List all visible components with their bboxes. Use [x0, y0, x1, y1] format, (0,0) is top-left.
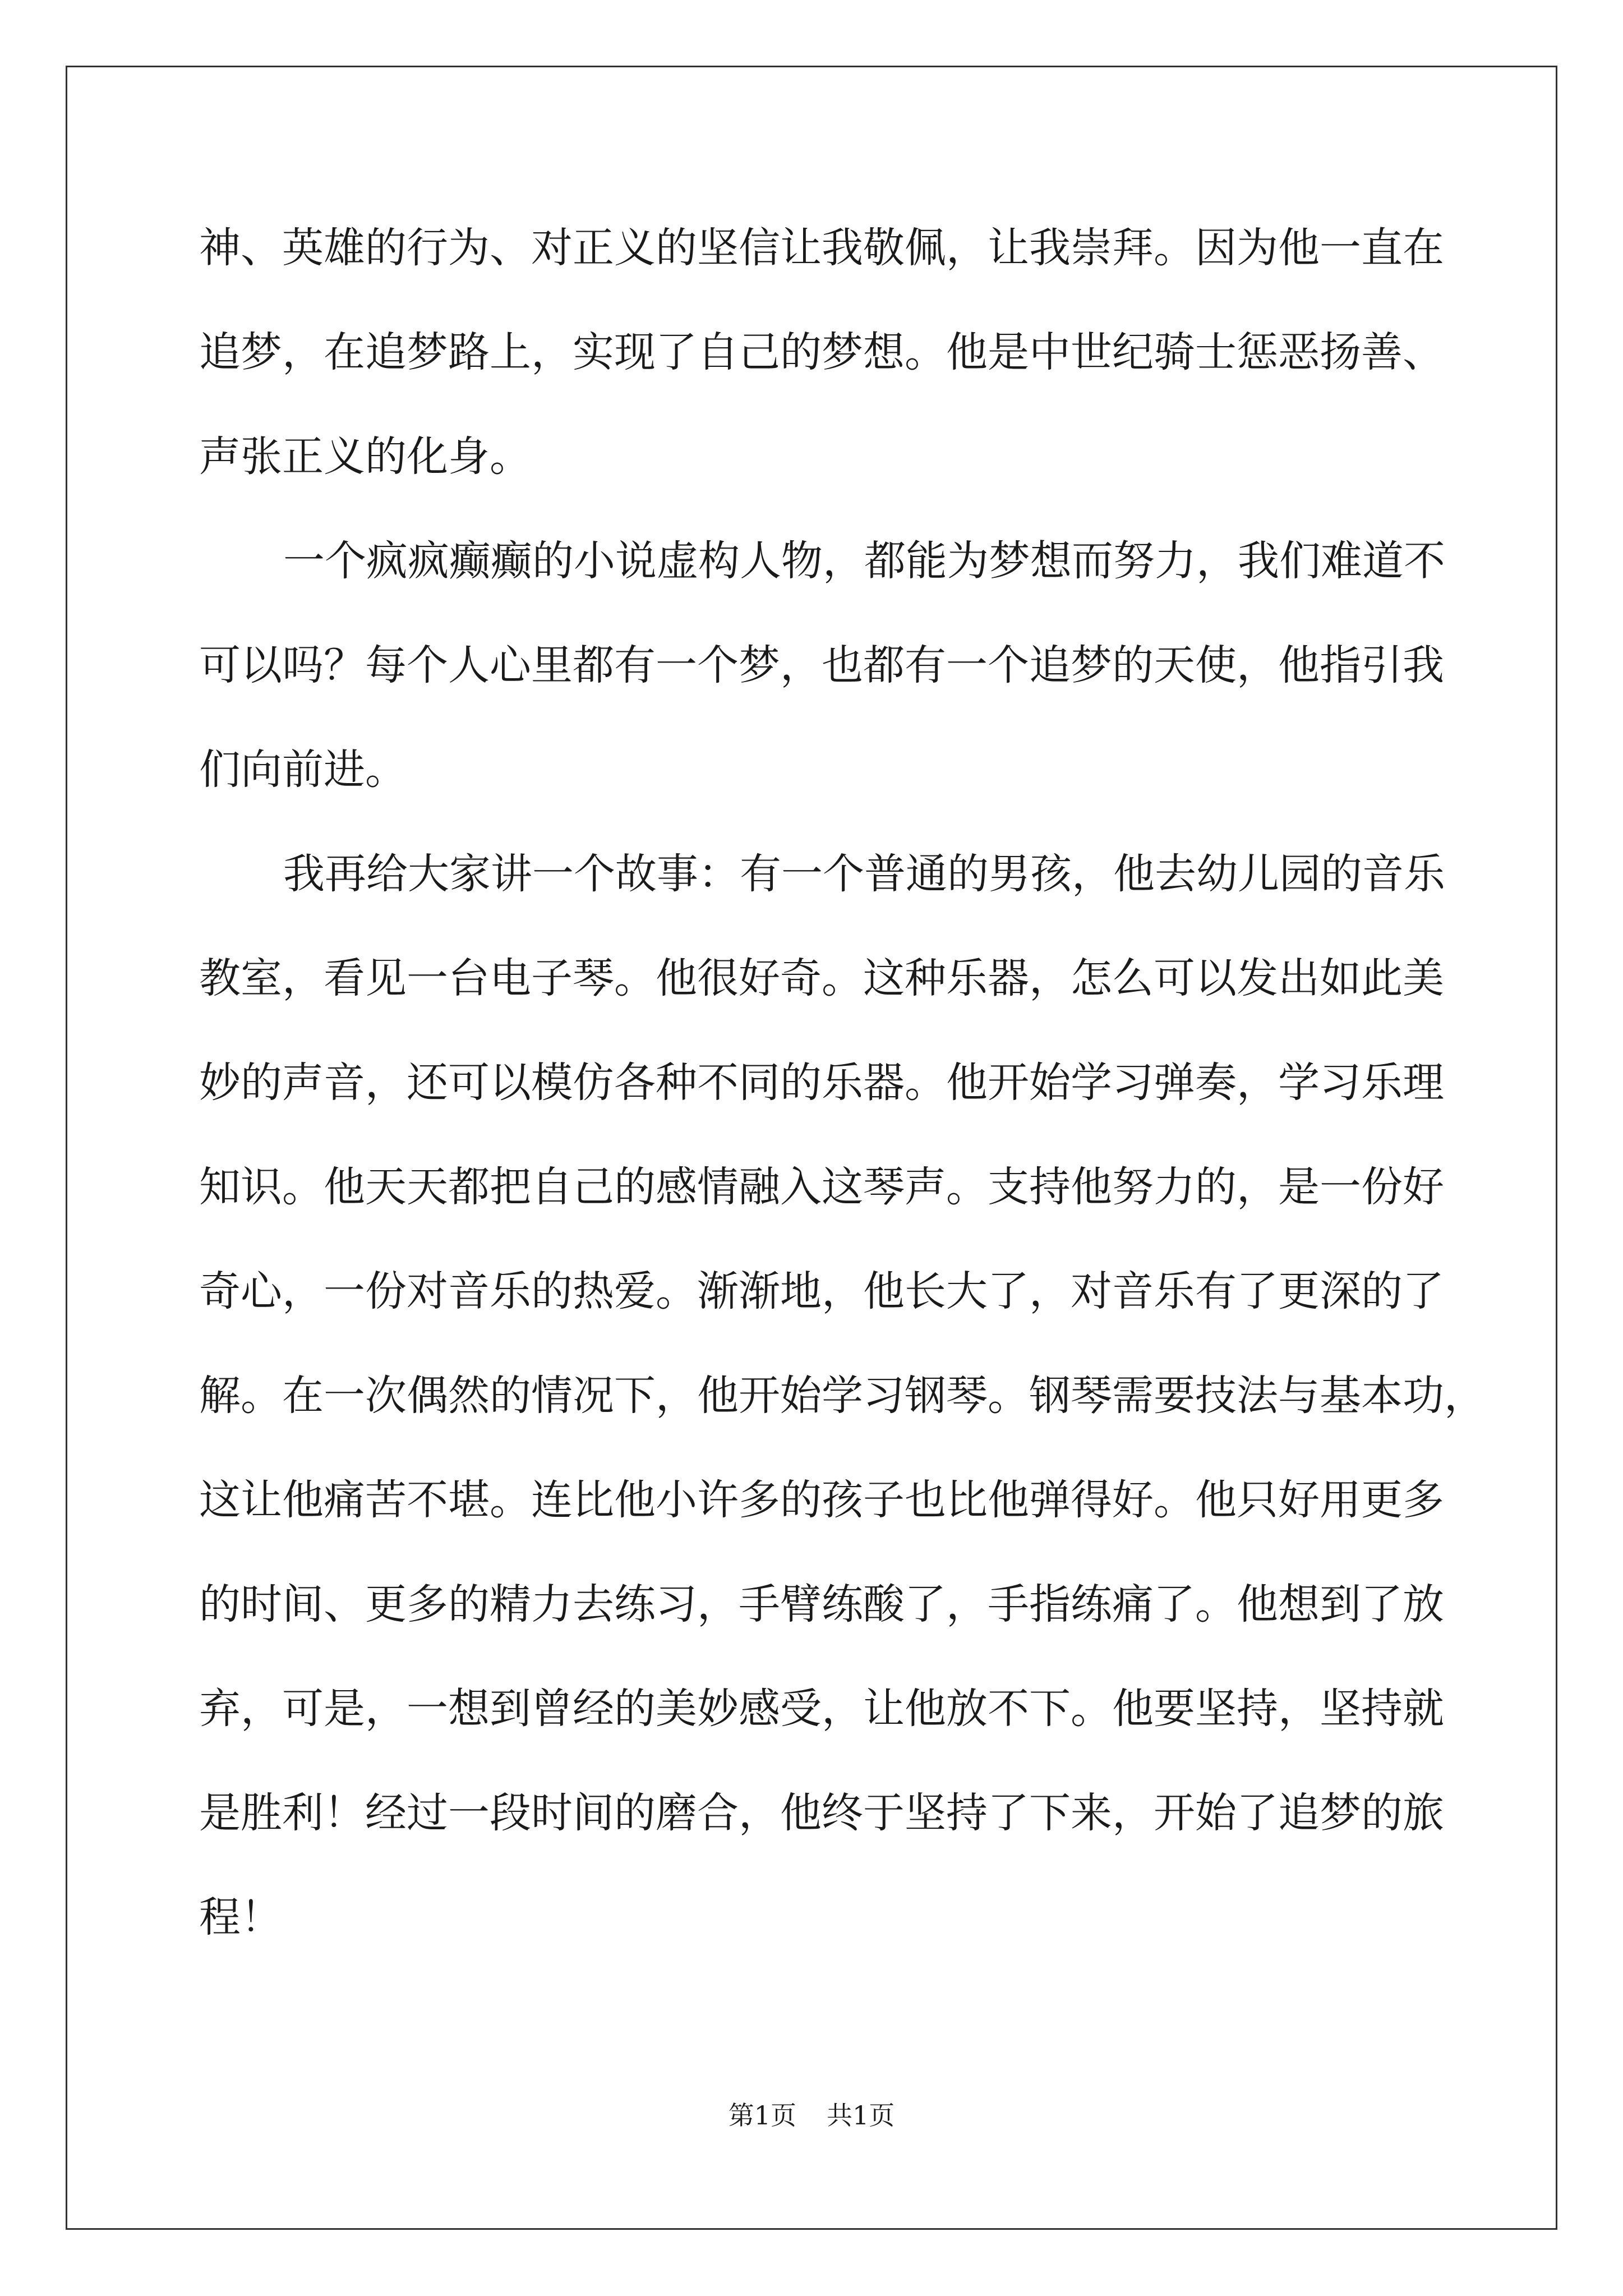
text-line: 弃，可是，一想到曾经的美妙感受，让他放不下。他要坚持，坚持就 [199, 1685, 1444, 1733]
paragraph-first-line: 一个疯疯癫癫的小说虚构人物，都能为梦想而努力，我们难道不 [283, 537, 1445, 585]
text-line: 这让他痛苦不堪。连比他小许多的孩子也比他弹得好。他只好用更多 [199, 1476, 1444, 1524]
paragraph-first-line: 我再给大家讲一个故事：有一个普通的男孩，他去幼儿园的音乐 [283, 850, 1445, 898]
text-line: 们向前进。 [199, 746, 407, 794]
text-line: 知识。他天天都把自己的感情融入这琴声。支持他努力的，是一份好 [199, 1163, 1444, 1211]
text-line: 是胜利！经过一段时间的磨合，他终于坚持了下来，开始了追梦的旅 [199, 1789, 1444, 1837]
page-number-current: 第1页 [728, 2100, 796, 2131]
page-footer [0, 2095, 1623, 2132]
text-line: 声张正义的化身。 [199, 432, 531, 481]
text-line: 的时间、更多的精力去练习，手臂练酸了，手指练痛了。他想到了放 [199, 1580, 1444, 1628]
text-line: 教室，看见一台电子琴。他很好奇。这种乐器，怎么可以发出如此美 [199, 954, 1444, 1002]
text-line: 可以吗？每个人心里都有一个梦，也都有一个追梦的天使，他指引我 [199, 641, 1444, 689]
text-line: 神、英雄的行为、对正义的坚信让我敬佩，让我崇拜。因为他一直在 [199, 224, 1444, 272]
text-line: 妙的声音，还可以模仿各种不同的乐器。他开始学习弹奏，学习乐理 [199, 1059, 1444, 1107]
page-number-total: 共1页 [827, 2100, 895, 2131]
text-line: 程！ [199, 1893, 282, 1941]
text-line: 解。在一次偶然的情况下，他开始学习钢琴。钢琴需要技法与基本功， [199, 1372, 1486, 1420]
text-line: 奇心，一份对音乐的热爱。渐渐地，他长大了，对音乐有了更深的了 [199, 1267, 1444, 1315]
document-body [199, 214, 1486, 1988]
text-line: 追梦，在追梦路上，实现了自己的梦想。他是中世纪骑士惩恶扬善、 [199, 328, 1444, 376]
